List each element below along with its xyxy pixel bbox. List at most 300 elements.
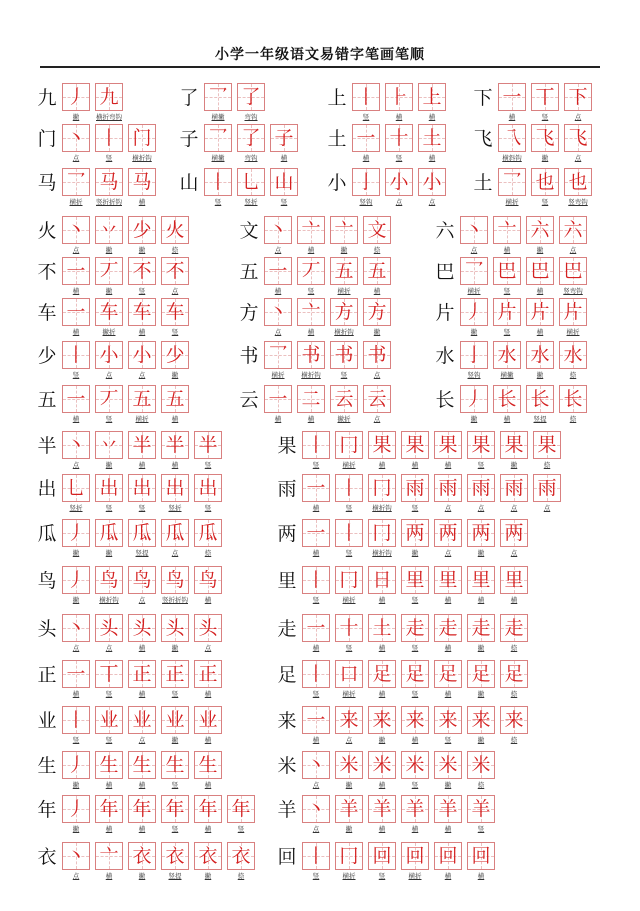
stroke-step <box>493 298 521 344</box>
stroke-step <box>227 842 255 888</box>
stroke-name: 点 <box>444 504 452 512</box>
stroke-glyph: 衣 <box>231 845 251 867</box>
stroke-glyph: 生 <box>132 754 152 776</box>
char-heading: 生 <box>37 755 57 777</box>
stroke-name: 点 <box>105 371 113 379</box>
tian-grid-box <box>335 566 363 594</box>
stroke-glyph: 年 <box>99 798 119 820</box>
tian-grid-box <box>498 83 526 111</box>
stroke-glyph: 一 <box>306 617 326 639</box>
stroke-glyph: 也 <box>535 171 555 193</box>
stroke-step <box>531 168 559 214</box>
stroke-name: 竖 <box>312 690 320 698</box>
stroke-name: 横折弯钩 <box>96 113 122 121</box>
char-heading: 五 <box>239 261 259 283</box>
stroke-step <box>128 341 156 387</box>
stroke-name: 捺 <box>543 461 551 469</box>
stroke-glyph: 果 <box>504 434 524 456</box>
stroke-name: 竖 <box>345 549 353 557</box>
stroke-name: 点 <box>138 736 146 744</box>
stroke-step <box>128 519 156 565</box>
stroke-glyph: 丨 <box>66 709 86 731</box>
stroke-name: 横 <box>138 825 146 833</box>
stroke-name: 横 <box>444 690 452 698</box>
stroke-name: 点 <box>373 415 381 423</box>
tian-grid-box <box>302 660 330 688</box>
stroke-glyph: 丶 <box>66 845 86 867</box>
stroke-name: 竖折 <box>244 198 258 206</box>
stroke-step <box>368 842 396 888</box>
tian-grid-box <box>297 385 325 413</box>
stroke-step <box>434 614 462 660</box>
stroke-glyph: 年 <box>132 798 152 820</box>
stroke-step <box>434 660 462 706</box>
tian-grid-box <box>128 341 156 369</box>
stroke-glyph: 飞 <box>535 127 555 149</box>
tian-grid-box <box>264 298 292 326</box>
stroke-name: 竖 <box>395 154 403 162</box>
stroke-glyph: 书 <box>367 344 387 366</box>
stroke-step <box>62 385 90 431</box>
stroke-step <box>161 660 189 706</box>
stroke-name: 横 <box>444 825 452 833</box>
stroke-glyph: 片 <box>497 301 517 323</box>
stroke-glyph: 头 <box>165 617 185 639</box>
stroke-step <box>62 519 90 565</box>
stroke-glyph: 丶 <box>306 798 326 820</box>
tian-grid-box <box>526 257 554 285</box>
tian-grid-box <box>161 216 189 244</box>
stroke-step <box>194 751 222 797</box>
stroke-name: 撇 <box>72 596 80 604</box>
tian-grid-box <box>368 751 396 779</box>
stroke-glyph: 业 <box>132 709 152 731</box>
stroke-step <box>460 216 488 262</box>
stroke-glyph: 冂 <box>339 569 359 591</box>
stroke-step <box>533 431 561 477</box>
stroke-step <box>335 519 363 565</box>
stroke-step <box>467 519 495 565</box>
stroke-name: 撇 <box>72 825 80 833</box>
char-heading: 子 <box>179 128 199 150</box>
stroke-step <box>128 795 156 841</box>
stroke-name: 撇 <box>536 246 544 254</box>
stroke-glyph: 足 <box>471 663 491 685</box>
char-heading: 里 <box>277 570 297 592</box>
stroke-name: 撇 <box>345 825 353 833</box>
stroke-step <box>95 431 123 477</box>
tian-grid-box <box>493 257 521 285</box>
stroke-name: 捺 <box>510 736 518 744</box>
stroke-step <box>128 216 156 262</box>
char-heading: 果 <box>277 435 297 457</box>
stroke-step <box>368 566 396 612</box>
stroke-name: 横 <box>536 287 544 295</box>
stroke-name: 点 <box>444 549 452 557</box>
stroke-glyph: 丨 <box>306 569 326 591</box>
tian-grid-box <box>161 751 189 779</box>
stroke-step <box>95 614 123 660</box>
stroke-name: 横 <box>72 415 80 423</box>
stroke-step <box>559 385 587 431</box>
stroke-step <box>161 614 189 660</box>
stroke-step <box>161 431 189 477</box>
char-heading: 足 <box>277 664 297 686</box>
stroke-name: 撇 <box>105 461 113 469</box>
tian-grid-box <box>62 385 90 413</box>
stroke-glyph: 口 <box>339 663 359 685</box>
tian-grid-box <box>368 431 396 459</box>
stroke-name: 横撇 <box>211 154 225 162</box>
tian-grid-box <box>460 385 488 413</box>
tian-grid-box <box>62 431 90 459</box>
tian-grid-box <box>161 431 189 459</box>
tian-grid-box <box>62 842 90 870</box>
stroke-glyph: 门 <box>132 127 152 149</box>
stroke-step <box>95 168 123 214</box>
stroke-name: 竖 <box>138 504 146 512</box>
stroke-step <box>95 660 123 706</box>
stroke-name: 点 <box>72 872 80 880</box>
stroke-step <box>500 474 528 520</box>
tian-grid-box <box>467 431 495 459</box>
char-heading: 片 <box>435 302 455 324</box>
stroke-name: 弯钩 <box>244 154 258 162</box>
stroke-name: 竖提 <box>533 415 547 423</box>
stroke-name: 竖 <box>312 596 320 604</box>
stroke-name: 横折钩 <box>99 596 119 604</box>
stroke-step <box>62 751 90 797</box>
char-heading: 上 <box>327 87 347 109</box>
stroke-glyph: 丨 <box>66 344 86 366</box>
stroke-glyph: 六 <box>530 219 550 241</box>
stroke-name: 横折 <box>505 198 519 206</box>
tian-grid-box <box>128 385 156 413</box>
stroke-glyph: 业 <box>165 709 185 731</box>
tian-grid-box <box>161 341 189 369</box>
tian-grid-box <box>385 124 413 152</box>
tian-grid-box <box>330 216 358 244</box>
stroke-glyph: 里 <box>504 569 524 591</box>
tian-grid-box <box>95 566 123 594</box>
tian-grid-box <box>302 706 330 734</box>
stroke-name: 横 <box>503 415 511 423</box>
stroke-glyph: 乚 <box>241 171 261 193</box>
stroke-glyph: 丷 <box>99 219 119 241</box>
char-heading: 书 <box>239 345 259 367</box>
stroke-glyph: 回 <box>471 845 491 867</box>
stroke-step <box>204 124 232 170</box>
stroke-name: 横 <box>428 113 436 121</box>
stroke-step <box>128 706 156 752</box>
tian-grid-box <box>62 614 90 642</box>
stroke-name: 横 <box>204 781 212 789</box>
stroke-name: 横折 <box>342 872 356 880</box>
stroke-glyph: 亅 <box>464 344 484 366</box>
stroke-glyph: 丶 <box>464 219 484 241</box>
stroke-name: 横 <box>378 461 386 469</box>
tian-grid-box <box>401 431 429 459</box>
tian-grid-box <box>434 842 462 870</box>
stroke-step <box>62 660 90 706</box>
stroke-name: 竖 <box>477 825 485 833</box>
stroke-step <box>194 706 222 752</box>
tian-grid-box <box>368 474 396 502</box>
stroke-glyph: 羊 <box>339 798 359 820</box>
stroke-step <box>498 83 526 129</box>
stroke-name: 撇 <box>138 872 146 880</box>
stroke-step <box>434 795 462 841</box>
stroke-step <box>161 795 189 841</box>
stroke-glyph: 文 <box>367 219 387 241</box>
tian-grid-box <box>128 298 156 326</box>
stroke-step <box>368 474 396 520</box>
tian-grid-box <box>95 751 123 779</box>
tian-grid-box <box>95 842 123 870</box>
tian-grid-box <box>401 842 429 870</box>
stroke-glyph: 雨 <box>504 477 524 499</box>
tian-grid-box <box>237 168 265 196</box>
stroke-step <box>194 431 222 477</box>
stroke-glyph: 两 <box>438 522 458 544</box>
stroke-step <box>418 168 446 214</box>
stroke-name: 点 <box>171 287 179 295</box>
tian-grid-box <box>401 566 429 594</box>
stroke-name: 捺 <box>373 246 381 254</box>
stroke-name: 横 <box>105 872 113 880</box>
char-heading: 巴 <box>435 261 455 283</box>
stroke-step <box>62 257 90 303</box>
stroke-glyph: 火 <box>165 219 185 241</box>
stroke-glyph: 回 <box>372 845 392 867</box>
stroke-name: 竖 <box>171 825 179 833</box>
tian-grid-box <box>526 298 554 326</box>
stroke-name: 横 <box>72 287 80 295</box>
tian-grid-box <box>500 614 528 642</box>
stroke-step <box>194 842 222 888</box>
tian-grid-box <box>62 795 90 823</box>
stroke-name: 撇 <box>477 549 485 557</box>
tian-grid-box <box>500 566 528 594</box>
stroke-name: 横 <box>312 736 320 744</box>
stroke-name: 撇 <box>340 246 348 254</box>
stroke-glyph: 车 <box>132 301 152 323</box>
tian-grid-box <box>161 660 189 688</box>
stroke-step <box>330 385 358 431</box>
stroke-glyph: 丨 <box>99 127 119 149</box>
tian-grid-box <box>368 842 396 870</box>
tian-grid-box <box>401 660 429 688</box>
char-heading: 云 <box>239 389 259 411</box>
stroke-step <box>302 795 330 841</box>
stroke-step <box>335 474 363 520</box>
stroke-glyph: 车 <box>165 301 185 323</box>
stroke-step <box>302 566 330 612</box>
tian-grid-box <box>526 216 554 244</box>
stroke-name: 撇 <box>510 461 518 469</box>
stroke-name: 横 <box>411 825 419 833</box>
page-title: 小学一年级语文易错字笔画笔顺 <box>215 47 425 63</box>
stroke-glyph: 足 <box>438 663 458 685</box>
stroke-name: 竖 <box>503 287 511 295</box>
stroke-glyph: 丶 <box>66 617 86 639</box>
stroke-step <box>95 751 123 797</box>
stroke-step <box>352 168 380 214</box>
stroke-name: 捺 <box>204 549 212 557</box>
stroke-name: 点 <box>395 198 403 206</box>
stroke-glyph: 丨 <box>306 434 326 456</box>
stroke-glyph: 丆 <box>99 260 119 282</box>
stroke-glyph: 土 <box>422 127 442 149</box>
stroke-name: 撇 <box>470 328 478 336</box>
stroke-step <box>434 706 462 752</box>
stroke-glyph: 书 <box>334 344 354 366</box>
stroke-step <box>161 706 189 752</box>
tian-grid-box <box>128 257 156 285</box>
stroke-glyph: 一 <box>268 388 288 410</box>
stroke-name: 横 <box>105 781 113 789</box>
tian-grid-box <box>559 385 587 413</box>
stroke-name: 横 <box>444 461 452 469</box>
stroke-step <box>363 298 391 344</box>
char-heading: 小 <box>327 172 347 194</box>
stroke-name: 横折 <box>342 596 356 604</box>
stroke-step <box>335 706 363 752</box>
stroke-step <box>297 257 325 303</box>
tian-grid-box <box>95 795 123 823</box>
stroke-name: 横 <box>477 596 485 604</box>
tian-grid-box <box>559 257 587 285</box>
stroke-name: 横 <box>378 825 386 833</box>
stroke-glyph: 丶 <box>268 219 288 241</box>
tian-grid-box <box>302 842 330 870</box>
stroke-glyph: 丿 <box>66 754 86 776</box>
stroke-step <box>95 124 123 170</box>
stroke-name: 竖弯钩 <box>568 198 588 206</box>
stroke-glyph: 两 <box>405 522 425 544</box>
stroke-step <box>460 298 488 344</box>
stroke-glyph: 水 <box>497 344 517 366</box>
tian-grid-box <box>493 341 521 369</box>
stroke-name: 点 <box>470 246 478 254</box>
stroke-name: 竖弯钩 <box>563 287 583 295</box>
stroke-name: 横 <box>138 328 146 336</box>
stroke-name: 点 <box>543 504 551 512</box>
char-heading: 来 <box>277 710 297 732</box>
stroke-name: 点 <box>72 461 80 469</box>
stroke-glyph: 生 <box>99 754 119 776</box>
stroke-name: 竖 <box>345 644 353 652</box>
tian-grid-box <box>128 842 156 870</box>
stroke-name: 横 <box>307 246 315 254</box>
stroke-step <box>264 257 292 303</box>
char-heading: 羊 <box>277 799 297 821</box>
tian-grid-box <box>161 298 189 326</box>
tian-grid-box <box>363 341 391 369</box>
stroke-step <box>128 660 156 706</box>
stroke-name: 撇 <box>536 371 544 379</box>
char-heading: 瓜 <box>37 523 57 545</box>
tian-grid-box <box>363 257 391 285</box>
char-heading: 走 <box>277 618 297 640</box>
stroke-step <box>95 795 123 841</box>
stroke-name: 撇折 <box>337 415 351 423</box>
stroke-glyph: 正 <box>132 663 152 685</box>
stroke-step <box>368 795 396 841</box>
tian-grid-box <box>434 614 462 642</box>
stroke-step <box>270 124 298 170</box>
stroke-name: 撇 <box>171 736 179 744</box>
tian-grid-box <box>330 257 358 285</box>
stroke-name: 捺 <box>569 415 577 423</box>
stroke-name: 横折钩 <box>132 154 152 162</box>
stroke-step <box>467 614 495 660</box>
stroke-name: 点 <box>477 504 485 512</box>
stroke-glyph: 果 <box>372 434 392 456</box>
char-heading: 土 <box>327 128 347 150</box>
tian-grid-box <box>335 795 363 823</box>
tian-grid-box <box>62 519 90 547</box>
stroke-glyph: 一 <box>306 522 326 544</box>
tian-grid-box <box>62 298 90 326</box>
stroke-name: 竖 <box>72 736 80 744</box>
tian-grid-box <box>564 83 592 111</box>
stroke-step <box>467 795 495 841</box>
tian-grid-box <box>467 795 495 823</box>
stroke-step <box>498 168 526 214</box>
stroke-step <box>500 614 528 660</box>
stroke-step <box>363 385 391 431</box>
stroke-step <box>500 519 528 565</box>
stroke-glyph: 丅 <box>535 86 555 108</box>
tian-grid-box <box>128 474 156 502</box>
stroke-step <box>368 660 396 706</box>
stroke-glyph: 走 <box>504 617 524 639</box>
tian-grid-box <box>385 83 413 111</box>
tian-grid-box <box>95 298 123 326</box>
tian-grid-box <box>302 566 330 594</box>
tian-grid-box <box>368 519 396 547</box>
tian-grid-box <box>128 706 156 734</box>
stroke-glyph: 丿 <box>66 798 86 820</box>
stroke-name: 横 <box>204 596 212 604</box>
stroke-name: 横 <box>171 415 179 423</box>
tian-grid-box <box>559 341 587 369</box>
tian-grid-box <box>194 566 222 594</box>
stroke-step <box>302 474 330 520</box>
stroke-glyph: 丆 <box>99 388 119 410</box>
stroke-glyph: 半 <box>198 434 218 456</box>
stroke-name: 竖 <box>411 644 419 652</box>
stroke-name: 撇 <box>373 328 381 336</box>
stroke-glyph: 雨 <box>438 477 458 499</box>
stroke-name: 横折 <box>271 371 285 379</box>
stroke-step <box>467 474 495 520</box>
stroke-name: 点 <box>574 154 582 162</box>
tian-grid-box <box>227 842 255 870</box>
stroke-step <box>161 385 189 431</box>
tian-grid-box <box>526 341 554 369</box>
tian-grid-box <box>493 385 521 413</box>
stroke-step <box>194 795 222 841</box>
stroke-name: 横 <box>138 461 146 469</box>
tian-grid-box <box>128 660 156 688</box>
tian-grid-box <box>95 519 123 547</box>
tian-grid-box <box>526 385 554 413</box>
tian-grid-box <box>194 614 222 642</box>
stroke-glyph: 丷 <box>99 434 119 456</box>
stroke-name: 横 <box>444 644 452 652</box>
